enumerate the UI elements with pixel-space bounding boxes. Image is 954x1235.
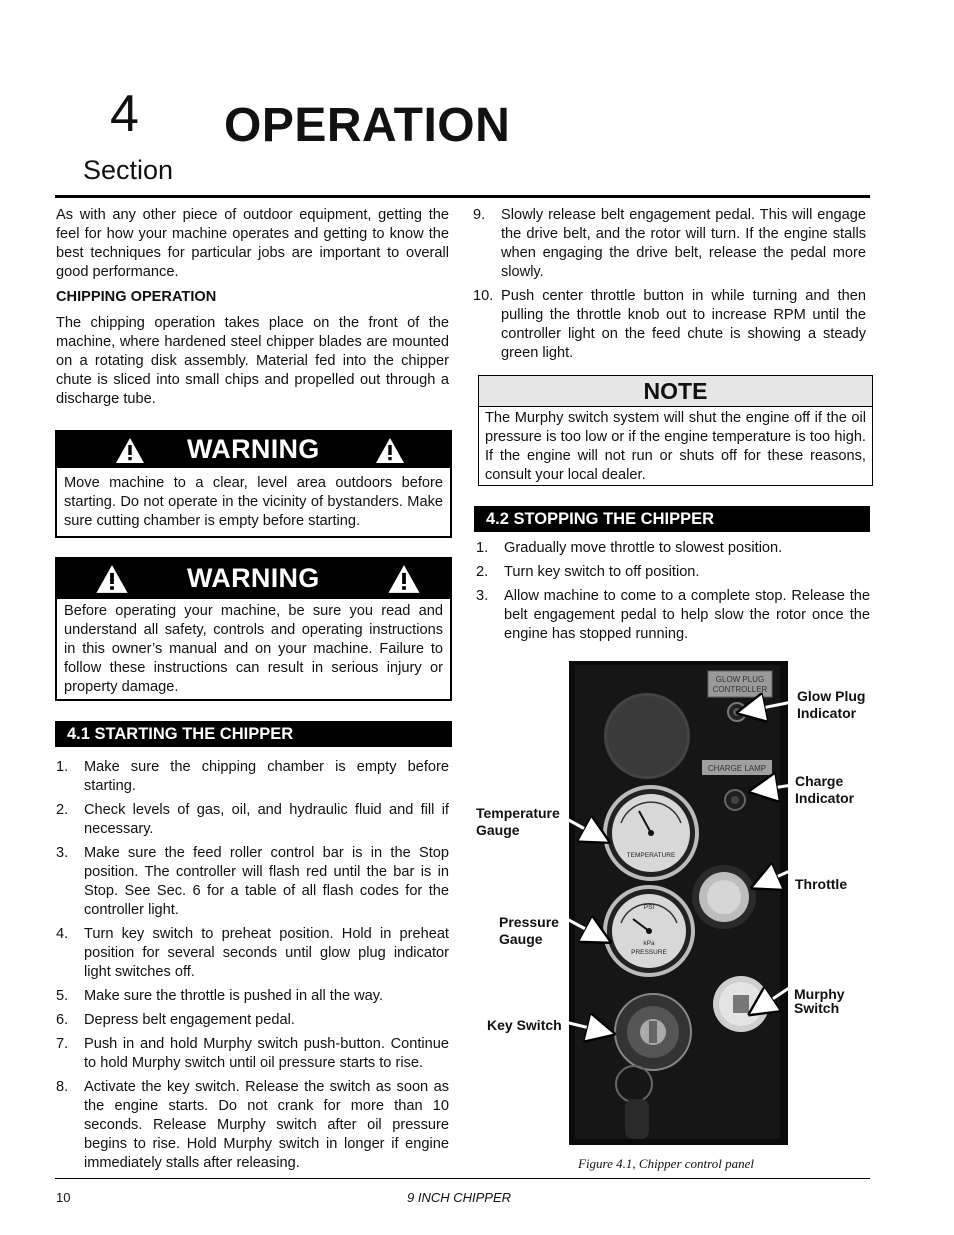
list-item: 3. Allow machine to come to a complete stop. Release the belt engagement pedal to help slow the rotor once the engine has stopped running. [476, 588, 870, 642]
section-label: Section [83, 155, 174, 185]
chapter-title: OPERATION [224, 99, 511, 152]
warning-bar [57, 432, 450, 468]
intro-paragraph: As with any other piece of outdoor equipment, getting the feel for how your machine operates and getting to know the best techniques for particular jobs are important to overall good performance. [56, 207, 449, 280]
warning-text: Move machine to a clear, level area outdoors before starting. Do not operate in the vicinity of bystanders. Make sure cutting chamber is empty before starting. [64, 475, 443, 529]
warning-triangle-icon [95, 564, 129, 594]
list-item: 2. Turn key switch to off position. [476, 564, 700, 580]
charge-lamp-label: CHARGE LAMP [707, 764, 767, 773]
starting-steps-list-continued [473, 206, 866, 368]
warning-bar [57, 559, 450, 599]
warning-box-1 [55, 430, 452, 538]
list-item: 7. Push in and hold Murphy switch push-button. Continue to hold Murphy switch until oil pressure starts to rise. [56, 1036, 449, 1071]
kpa-label: kPa [643, 940, 655, 947]
callout-key-switch: Key Switch [487, 1017, 562, 1033]
starting-steps-list [56, 758, 449, 1178]
callout-throttle: Throttle [795, 876, 848, 892]
psi-label: PSI [643, 904, 655, 911]
glow-plug-label: GLOW PLUG [715, 675, 765, 684]
note-box [478, 375, 873, 486]
callout-murphy-switch: Murphy Switch [794, 986, 845, 1016]
warning-triangle-icon [375, 437, 405, 464]
note-title: NOTE [479, 376, 872, 407]
list-item: 9. Slowly release belt engagement pedal. This will engage the drive belt, and the rotor will turn. If the engine stalls when engaging the drive belt, release the pedal more slowly. [473, 207, 866, 280]
callout-glow-plug-indicator: Glow Plug Indicator [797, 688, 866, 721]
warning-box-2 [55, 557, 452, 701]
controller-label: CONTROLLER [712, 685, 768, 694]
callout-pressure-gauge: Pressure Gauge [499, 914, 559, 947]
figure-caption: Figure 4.1, Chipper control panel [578, 1156, 754, 1171]
list-item: 4. Turn key switch to preheat position. Hold in preheat position for several seconds until glow plug indicator light switches off. [56, 926, 449, 980]
footer-product: 9 INCH CHIPPER [407, 1190, 512, 1205]
section-heading-4-1: 4.1 STARTING THE CHIPPER [55, 721, 452, 747]
section-heading-4-2: 4.2 STOPPING THE CHIPPER [474, 506, 870, 532]
callout-arrows [560, 690, 800, 1050]
list-item: 6. Depress belt engagement pedal. [56, 1012, 295, 1028]
list-item: 10. Push center throttle button in while turning and then pulling the throttle knob out to increase RPM until the controller light on the feed chute is showing a steady green light. [473, 288, 866, 361]
note-text: The Murphy switch system will shut the engine off if the oil pressure is too low or if the engine temperature is too high. If the engine will not run or shuts off for these reasons, consult your local dealer. [485, 410, 866, 483]
temperature-dial-label: TEMPERATURE [626, 852, 676, 859]
callout-charge-indicator: Charge Indicator [795, 773, 855, 806]
warning-triangle-icon [387, 564, 421, 594]
stopping-steps-list [476, 539, 870, 649]
callout-temperature-gauge: Temperature Gauge [476, 805, 560, 838]
list-item: 1. Make sure the chipping chamber is empty before starting. [56, 759, 449, 794]
footer-rule [55, 1178, 870, 1179]
chipping-heading: CHIPPING OPERATION [56, 289, 217, 305]
warning-text: Before operating your machine, be sure you read and understand all safety, controls and operating instructions in this owner’s manual and on your machine. Failure to follow these instructions can result in serious injury or property damage. [64, 603, 443, 695]
list-item: 5. Make sure the throttle is pushed in all the way. [56, 988, 384, 1004]
warning-triangle-icon [115, 437, 145, 464]
page-number: 10 [56, 1190, 71, 1205]
chapter-number: 4 [110, 85, 139, 143]
warning-title: WARNING [187, 563, 320, 593]
warning-title: WARNING [187, 434, 320, 464]
list-item: 3. Make sure the feed roller control bar is in the Stop position. The controller will flash red until the bar is in Stop. See Sec. 6 for a table of all flash codes for the controller light. [56, 845, 449, 918]
list-item: 8. Activate the key switch. Release the switch as soon as the engine starts. Do not crank for more than 10 seconds. Release Murphy switch after oil pressure begins to rise. Hold Murphy switch in longer if engine immediately stalls after releasing. [56, 1079, 449, 1171]
list-item: 1. Gradually move throttle to slowest position. [476, 540, 783, 556]
list-item: 2. Check levels of gas, oil, and hydraulic fluid and fill if necessary. [56, 802, 449, 837]
header-rule [55, 195, 870, 198]
pressure-dial-label: PRESSURE [631, 949, 667, 956]
chipping-paragraph: The chipping operation takes place on the front of the machine, where hardened steel chipper blades are mounted on a rotating disk assembly. Material fed into the chipper chute is sliced into small chips and propelled out through a discharge tube. [56, 315, 449, 407]
